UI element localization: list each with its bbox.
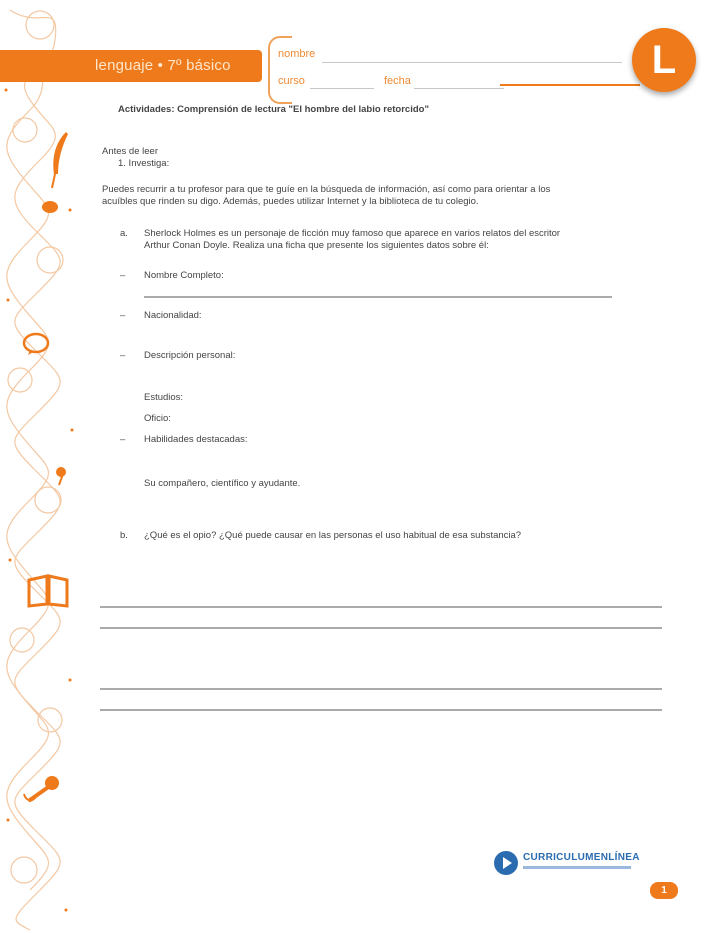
- item-a-line-2: Arthur Conan Doyle. Realiza una ficha que presente los siguientes datos sobre él:: [144, 240, 489, 251]
- curriculum-logo-icon: [493, 850, 519, 876]
- full-name-answer-line[interactable]: [144, 296, 612, 298]
- page-number: 1: [650, 882, 678, 899]
- item-b-letter: b.: [120, 530, 128, 541]
- instructions-line-1: Puedes recurrir a tu profesor para que te guíe en la búsqueda de información, así como para orientar a los: [102, 184, 551, 195]
- bullet-dash: –: [120, 434, 126, 445]
- course-field[interactable]: [310, 88, 374, 89]
- date-label: fecha: [384, 75, 411, 87]
- subject-grade-title: lenguaje • 7º básico: [95, 57, 231, 74]
- full-name-label: Nombre Completo:: [144, 270, 224, 281]
- step-1-label: 1. Investiga:: [118, 158, 170, 169]
- subject-badge: L: [632, 28, 696, 92]
- occupation-label: Oficio:: [144, 413, 171, 424]
- answer-line[interactable]: [100, 606, 662, 608]
- answer-line[interactable]: [100, 688, 662, 690]
- bullet-dash: –: [120, 350, 126, 361]
- footer-brand-tagline: [523, 866, 631, 869]
- skills-label: Habilidades destacadas:: [144, 434, 248, 445]
- item-a-letter: a.: [120, 228, 128, 239]
- answer-line[interactable]: [100, 709, 662, 711]
- answer-line[interactable]: [100, 627, 662, 629]
- companion-label: Su compañero, científico y ayudante.: [144, 478, 301, 489]
- ink-drop-icon: [40, 198, 60, 214]
- section-label: Antes de leer: [102, 146, 158, 157]
- nationality-label: Nacionalidad:: [144, 310, 202, 321]
- studies-label: Estudios:: [144, 392, 184, 403]
- activity-title: Actividades: Comprensión de lectura "El hombre del labio retorcido": [118, 104, 429, 115]
- open-book-icon: [26, 574, 70, 608]
- date-field[interactable]: [414, 88, 504, 89]
- name-label: nombre: [278, 48, 316, 60]
- item-b-question: ¿Qué es el opio? ¿Qué puede causar en las personas el uso habitual de esa substancia?: [144, 530, 522, 541]
- bullet-dash: –: [120, 270, 126, 281]
- header-divider: [500, 84, 640, 86]
- item-a-line-1: Sherlock Holmes es un personaje de ficción muy famoso que aparece en varios relatos del escritor: [144, 228, 561, 239]
- bullet-dash: –: [120, 310, 126, 321]
- speech-bubble-icon: [22, 332, 50, 356]
- header-bracket: [268, 36, 292, 104]
- description-label: Descripción personal:: [144, 350, 236, 361]
- footer-brand: CURRICULUMENLÍNEA: [523, 852, 640, 863]
- music-note-icon: [55, 466, 69, 486]
- microphone-icon: [22, 774, 62, 804]
- instructions-line-2: acuíbles que rinden su digo. Además, puedes utilizar Internet y la biblioteca de tu colegio.: [102, 196, 479, 207]
- course-label: curso: [278, 75, 305, 87]
- name-field[interactable]: [322, 62, 622, 63]
- feather-quill-icon: [46, 130, 72, 190]
